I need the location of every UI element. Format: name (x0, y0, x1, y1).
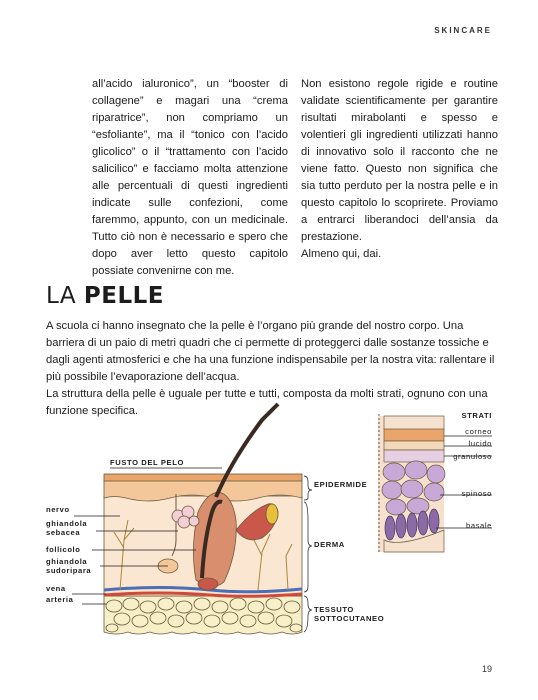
column-right-closing: Almeno qui, dai. (301, 248, 382, 260)
intro-paragraph-2: La struttura della pelle è uguale per tutte e tutti, composta da molti strati, ognuno con una funzione specifica. (46, 388, 488, 417)
label-sebaceous-gland: ghiandola sebacea (46, 519, 88, 537)
label-epidermis: EPIDERMIDE (314, 480, 368, 489)
label-sweat-gland: ghiandola sudoripara (46, 557, 92, 575)
label-hair-shaft-bold: PELO (160, 458, 184, 467)
label-stratum-basale: basale (466, 521, 492, 530)
label-hair-shaft-prefix: FUSTO DEL (110, 458, 159, 467)
section-tag: SKINCARE (434, 26, 492, 35)
epidermis-strata-illustration (378, 416, 445, 552)
column-left-paragraph: all’acido ialuronico”, un “booster di collagene” e magari una “crema riparatrice”, non compriamo un “esfoliante”, ma il “tonico con l’acido glicolico” o il “trattamento con l’acido salicilico” e facciamo molta attenzione alle percentuali di questi ingredienti indicate sulle confezioni, come faremmo, appunto, con un medicinale. Tutto ciò non è necessario e spero che dopo aver letto questo capitolo possiate convenirne con me. (92, 78, 288, 277)
label-dermis: DERMA (314, 540, 345, 549)
label-stratum-corneum: corneo (465, 427, 492, 436)
nerve-ending-illustration (266, 504, 278, 524)
label-strata-title: STRATI (461, 411, 492, 420)
label-stratum-spinosum: spinoso (461, 489, 492, 498)
stratum-lucido-illustration (384, 441, 444, 450)
stratum-granuloso-illustration (384, 450, 444, 462)
stratum-corneo-illustration (384, 429, 444, 441)
label-artery: arteria (46, 595, 74, 604)
intro-paragraph-1: A scuola ci hanno insegnato che la pelle è l’organo più grande del nostro corpo. Una barriera di un paio di metri quadri che ci permette di proteggerci dalle sostanze tossiche e dagli agenti atmosferici e che ha una funzione indispensabile per la nostra vita: rallentare il più possibile l’evaporazione dell’acqua. (46, 320, 495, 383)
column-right-paragraph: Non esistono regole rigide e routine validate scientificamente per garantire risultati mirabolanti e spesso e volentieri gli ingredienti utilizzati hanno di innovativo solo il racconto che ne viene fatto. Questo non significa che sia tutto perduto per la nostra pelle e in questo capitolo lo scoprirete. Proviamo a entrarci liberandoci dell’ansia da prestazione. (301, 78, 498, 243)
label-subcutaneous: TESSUTO SOTTOCUTANEO (314, 605, 385, 623)
section-title-main: PELLE (83, 283, 164, 309)
label-stratum-granulosum: granuloso (453, 452, 492, 461)
page-number: 19 (481, 664, 492, 674)
label-follicle: follicolo (46, 545, 81, 554)
label-vein: vena (46, 584, 66, 593)
label-stratum-lucidum: lucido (468, 439, 492, 448)
section-title-prefix: LA (46, 283, 77, 309)
label-nerve: nervo (46, 505, 70, 514)
stratum-corneo-top-illustration (384, 416, 444, 430)
label-hair-shaft (110, 459, 184, 468)
